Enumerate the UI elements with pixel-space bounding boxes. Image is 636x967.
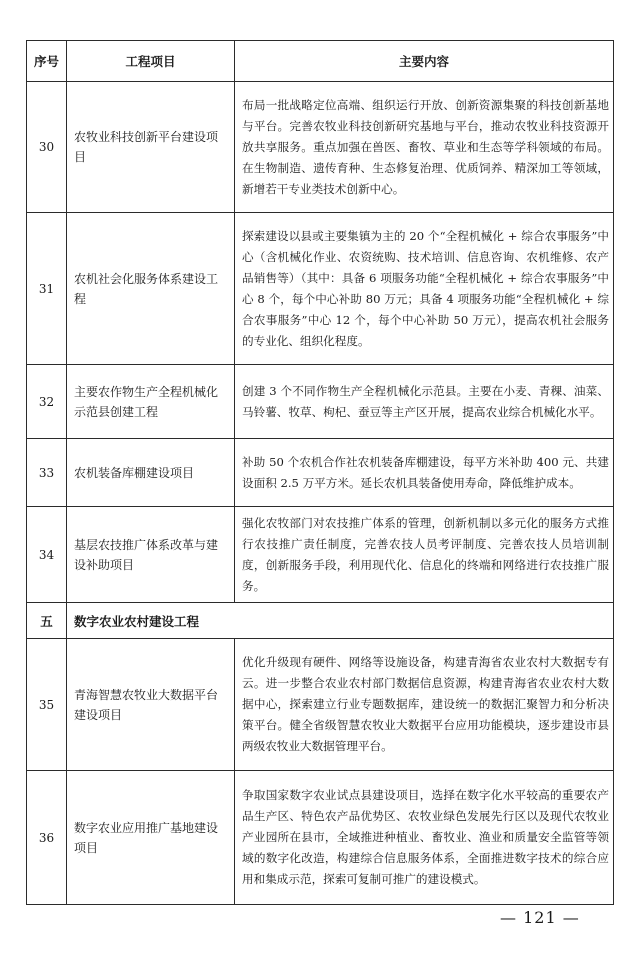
table-header-row xyxy=(27,41,614,82)
page-number: — 121 — xyxy=(500,908,580,927)
row-num: 34 xyxy=(27,507,67,603)
table-row xyxy=(27,213,614,365)
table-row xyxy=(27,82,614,213)
row-num: 33 xyxy=(27,439,67,507)
row-content: 争取国家数字农业试点县建设项目，选择在数字化水平较高的重要农产品生产区、特色农产品优势区、农牧业绿色发展先行区以及现代农牧业产业园所在县市，全域推进种植业、畜牧业、渔业和质量安全监管等领域的数字化改造，构建综合信息服务体系，全面推进数字技术的综合应用和集成示范，探索可复制可推广的建设模式。 xyxy=(235,771,614,905)
table-row xyxy=(27,439,614,507)
row-content: 优化升级现有硬件、网络等设施设备，构建青海省农业农村大数据专有云。进一步整合农业农村部门数据信息资源，构建青海省农业农村大数据中心，探索建立行业专题数据库，建设统一的数据汇聚智力和分析决策平台。健全省级智慧农牧业大数据平台应用功能模块，逐步建设市县两级农牧业大数据管理平台。 xyxy=(235,639,614,771)
row-project: 数字农业应用推广基地建设项目 xyxy=(67,771,235,905)
table-row xyxy=(27,639,614,771)
header-num: 序号 xyxy=(27,41,67,82)
row-project: 农牧业科技创新平台建设项目 xyxy=(67,82,235,213)
row-project: 农机装备库棚建设项目 xyxy=(67,439,235,507)
row-project: 主要农作物生产全程机械化示范县创建工程 xyxy=(67,365,235,439)
section-num: 五 xyxy=(27,603,67,639)
row-num: 35 xyxy=(27,639,67,771)
section-row xyxy=(27,603,614,639)
section-title: 数字农业农村建设工程 xyxy=(67,603,614,639)
project-table xyxy=(26,40,614,905)
row-num: 36 xyxy=(27,771,67,905)
row-num: 31 xyxy=(27,213,67,365)
header-project: 工程项目 xyxy=(67,41,235,82)
row-content: 创建 3 个不同作物生产全程机械化示范县。主要在小麦、青稞、油菜、马铃薯、牧草、枸杞、蚕豆等主产区开展，提高农业综合机械化水平。 xyxy=(235,365,614,439)
row-num: 32 xyxy=(27,365,67,439)
row-content: 强化农牧部门对农技推广体系的管理，创新机制以多元化的服务方式推行农技推广责任制度，完善农技人员考评制度、完善农技人员培训制度，创新服务手段，利用现代化、信息化的终端和网络进行农技推广服务。 xyxy=(235,507,614,603)
table-row xyxy=(27,771,614,905)
row-content: 探索建设以县或主要集镇为主的 20 个“全程机械化 + 综合农事服务”中心（含机械化作业、农资统购、技术培训、信息咨询、农机维修、农产品销售等）（其中：具备 6 项服务功能“全程机械化 + 综合农事服务”中心 8 个，每个中心补助 80 万元；具备 4 项服务功能“全程机械化 + 综合农事服务”中心 12 个，每个中心补助 50 万元），提高农机社会服务的专业化、组织化程度。 xyxy=(235,213,614,365)
table-row xyxy=(27,365,614,439)
row-content: 补助 50 个农机合作社农机装备库棚建设，每平方米补助 400 元、共建设面积 2.5 万平方米。延长农机具装备使用寿命，降低维护成本。 xyxy=(235,439,614,507)
row-project: 农机社会化服务体系建设工程 xyxy=(67,213,235,365)
header-content: 主要内容 xyxy=(235,41,614,82)
row-project: 青海智慧农牧业大数据平台建设项目 xyxy=(67,639,235,771)
row-num: 30 xyxy=(27,82,67,213)
row-content: 布局一批战略定位高端、组织运行开放、创新资源集聚的科技创新基地与平台。完善农牧业科技创新研究基地与平台，推动农牧业科技资源开放共享服务。重点加强在兽医、畜牧、草业和生态等学科领域的布局。在生物制造、遗传育种、生态修复治理、优质饲养、精深加工等领域，新增若干专业类技术创新中心。 xyxy=(235,82,614,213)
row-project: 基层农技推广体系改革与建设补助项目 xyxy=(67,507,235,603)
table-row xyxy=(27,507,614,603)
